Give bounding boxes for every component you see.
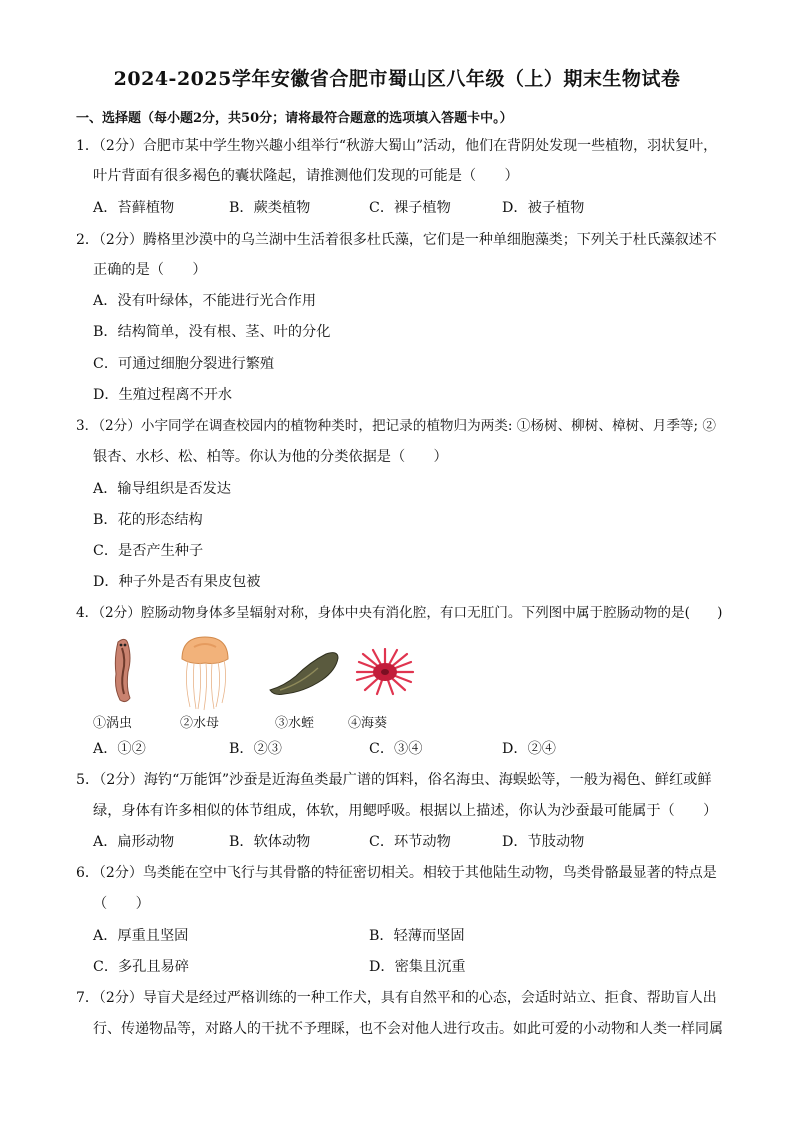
q2-option-c: C．可通过细胞分裂进行繁殖 bbox=[93, 356, 275, 372]
q5-option-c: C．环节动物 bbox=[369, 834, 451, 850]
q5-option-b: B．软体动物 bbox=[229, 834, 311, 850]
q4-option-c: C．③④ bbox=[369, 741, 423, 757]
question-1-line-2: 叶片背面有很多褐色的囊状隆起，请推测他们发现的可能是（ ） bbox=[93, 168, 519, 184]
sea-anemone-image bbox=[353, 648, 417, 696]
q5-option-a: A．扁形动物 bbox=[93, 834, 175, 850]
q6-option-b: B．轻薄而坚固 bbox=[369, 928, 465, 944]
q2-option-a: A．没有叶绿体，不能进行光合作用 bbox=[93, 293, 317, 309]
question-5-line-1: 5．（2分）海钓“万能饵”沙蚕是近海鱼类最广谱的饵料，俗名海虫、海蜈蚣等，一般为褐色、鲜红或鲜 bbox=[76, 772, 712, 788]
q6-option-d: D．密集且沉重 bbox=[369, 959, 466, 975]
question-6-line-2: （ ） bbox=[93, 896, 150, 912]
q6-option-c: C．多孔且易碎 bbox=[93, 959, 189, 975]
q1-option-c: C．裸子植物 bbox=[369, 200, 451, 216]
question-1-line-1: 1．（2分）合肥市某中学生物兴趣小组举行“秋游大蜀山”活动，他们在背阴处发现一些植物，羽状复叶， bbox=[76, 138, 718, 154]
flatworm-image bbox=[104, 636, 140, 706]
section-heading: 一、选择题（每小题2分，共50分；请将最符合题意的选项填入答题卡中。） bbox=[76, 111, 513, 126]
q6-option-a: A．厚重且坚固 bbox=[93, 928, 189, 944]
q4-caption-1: ①涡虫 bbox=[93, 716, 133, 731]
q3-option-d: D．种子外是否有果皮包被 bbox=[93, 574, 261, 590]
q5-option-d: D．节肢动物 bbox=[502, 834, 585, 850]
leech-image bbox=[266, 646, 342, 698]
q4-caption-4: ④海葵 bbox=[348, 716, 388, 731]
q3-option-a: A．输导组织是否发达 bbox=[93, 481, 231, 497]
q4-option-a: A．①② bbox=[93, 741, 146, 757]
jellyfish-image bbox=[174, 633, 236, 711]
question-4-line-1: 4．（2分）腔肠动物身体多呈辐射对称，身体中央有消化腔，有口无肛门。下列图中属于腔肠动物的是( ) bbox=[76, 605, 723, 621]
q1-option-b: B．蕨类植物 bbox=[229, 200, 311, 216]
page-title: 2024-2025学年安徽省合肥市蜀山区八年级（上）期末生物试卷 bbox=[113, 68, 681, 90]
q1-option-a: A．苔藓植物 bbox=[93, 200, 175, 216]
question-3-line-2: 银杏、水杉、松、柏等。你认为他的分类依据是（ ） bbox=[93, 449, 448, 465]
q4-caption-3: ③水蛭 bbox=[275, 716, 315, 731]
question-3-line-1: 3．（2分）小宇同学在调查校园内的植物种类时，把记录的植物归为两类: ①杨树、柳树、樟树、月季等; ② bbox=[76, 418, 717, 434]
question-5-line-2: 绿，身体有许多相似的体节组成，体软，用鳃呼吸。根据以上描述，你认为沙蚕最可能属于（ ） bbox=[93, 803, 718, 819]
q4-option-d: D．②④ bbox=[502, 741, 556, 757]
question-6-line-1: 6．（2分）鸟类能在空中飞行与其骨骼的特征密切相关。相较于其他陆生动物，鸟类骨骼最显著的特点是 bbox=[76, 865, 717, 881]
q3-option-b: B．花的形态结构 bbox=[93, 512, 203, 528]
q2-option-b: B．结构简单，没有根、茎、叶的分化 bbox=[93, 324, 331, 340]
q4-caption-2: ②水母 bbox=[180, 716, 220, 731]
q4-option-b: B．②③ bbox=[229, 741, 282, 757]
question-2-line-2: 正确的是（ ） bbox=[93, 262, 207, 278]
q3-option-c: C．是否产生种子 bbox=[93, 543, 204, 559]
question-2-line-1: 2．（2分）腾格里沙漠中的乌兰湖中生活着很多杜氏藻，它们是一种单细胞藻类；下列关于杜氏藻叙述不 bbox=[76, 232, 717, 248]
q2-option-d: D．生殖过程离不开水 bbox=[93, 387, 233, 403]
question-7-line-2: 行、传递物品等，对路人的干扰不予理睬，也不会对他人进行攻击。如此可爱的小动物和人类一样同属 bbox=[93, 1021, 723, 1037]
q1-option-d: D．被子植物 bbox=[502, 200, 585, 216]
question-7-line-1: 7．（2分）导盲犬是经过严格训练的一种工作犬，具有自然平和的心态，会适时站立、拒食、帮助盲人出 bbox=[76, 990, 717, 1006]
